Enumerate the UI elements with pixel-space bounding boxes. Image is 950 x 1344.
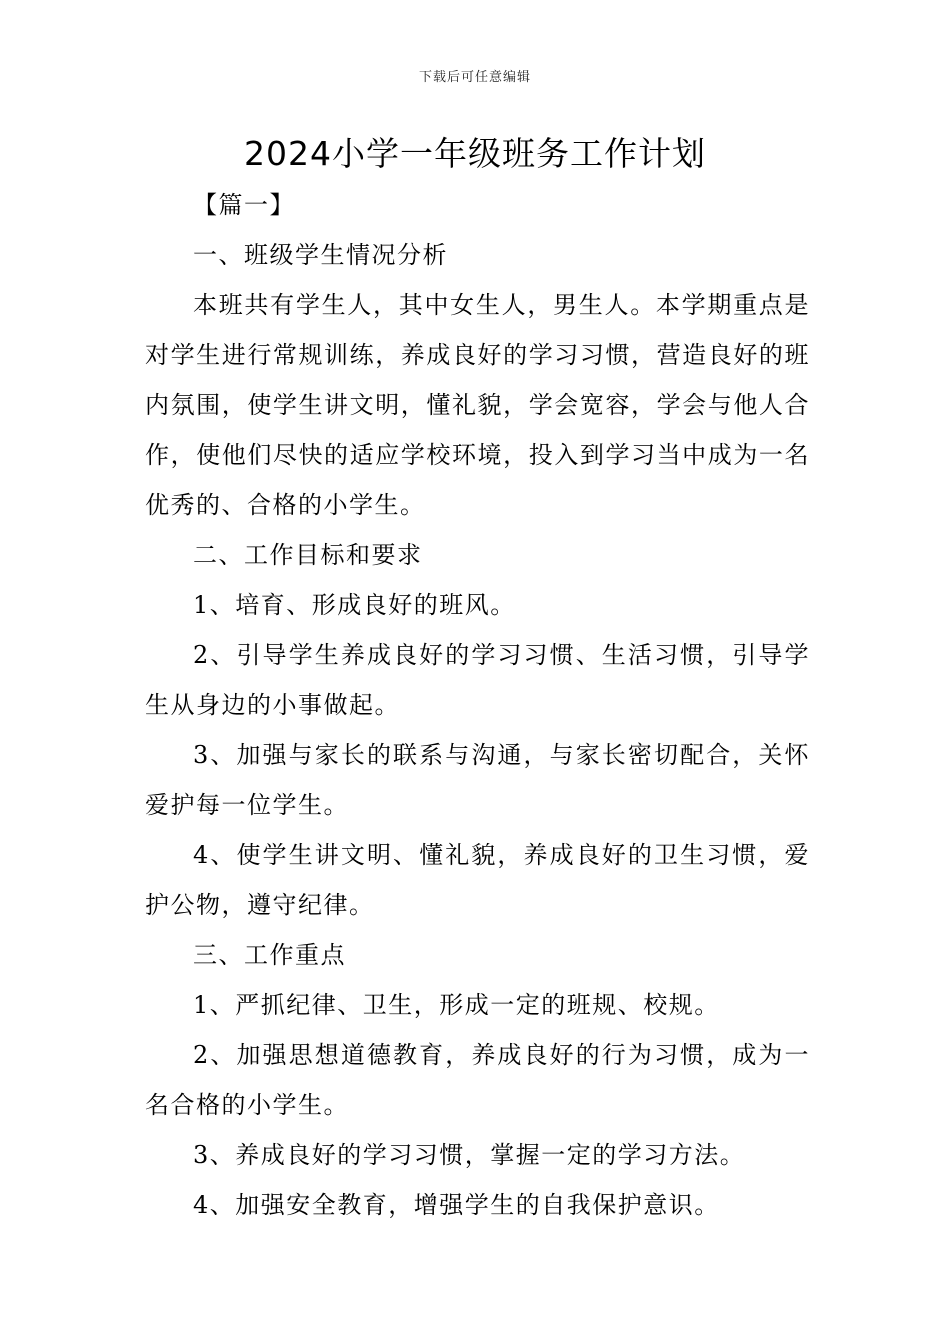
- document-title: 2024小学一年级班务工作计划: [244, 134, 706, 173]
- focus-item: 1、严抓纪律、卫生，形成一定的班规、校规。: [193, 991, 720, 1019]
- heading-focus: 三、工作重点: [193, 941, 346, 969]
- goal-item: 1、培育、形成良好的班风。: [193, 591, 516, 619]
- goal-item: 3、加强与家长的联系与沟通，与家长密切配合，关怀爱护每一位学生。: [145, 741, 810, 819]
- header-note: 下载后可任意编辑: [418, 70, 531, 85]
- focus-item: 4、加强安全教育，增强学生的自我保护意识。: [193, 1191, 720, 1219]
- focus-item: 2、加强思想道德教育，养成良好的行为习惯，成为一名合格的小学生。: [145, 1041, 810, 1119]
- goal-item: 2、引导学生养成良好的学习习惯、生活习惯，引导学生从身边的小事做起。: [145, 641, 810, 719]
- paragraph-class-overview: 本班共有学生人，其中女生人，男生人。本学期重点是对学生进行常规训练，养成良好的学习习惯，营造良好的班内氛围，使学生讲文明，懂礼貌，学会宽容，学会与他人合作，使他们尽快的适应学校环境，投入到学习当中成为一名优秀的、合格的小学生。: [145, 291, 810, 519]
- heading-goals: 二、工作目标和要求: [193, 541, 423, 569]
- document-body: [145, 180, 810, 1230]
- section-tag: 【篇一】: [193, 191, 295, 219]
- heading-student-analysis: 一、班级学生情况分析: [193, 241, 448, 269]
- focus-item: 3、养成良好的学习习惯，掌握一定的学习方法。: [193, 1141, 746, 1169]
- goal-item: 4、使学生讲文明、懂礼貌，养成良好的卫生习惯，爱护公物，遵守纪律。: [145, 841, 810, 919]
